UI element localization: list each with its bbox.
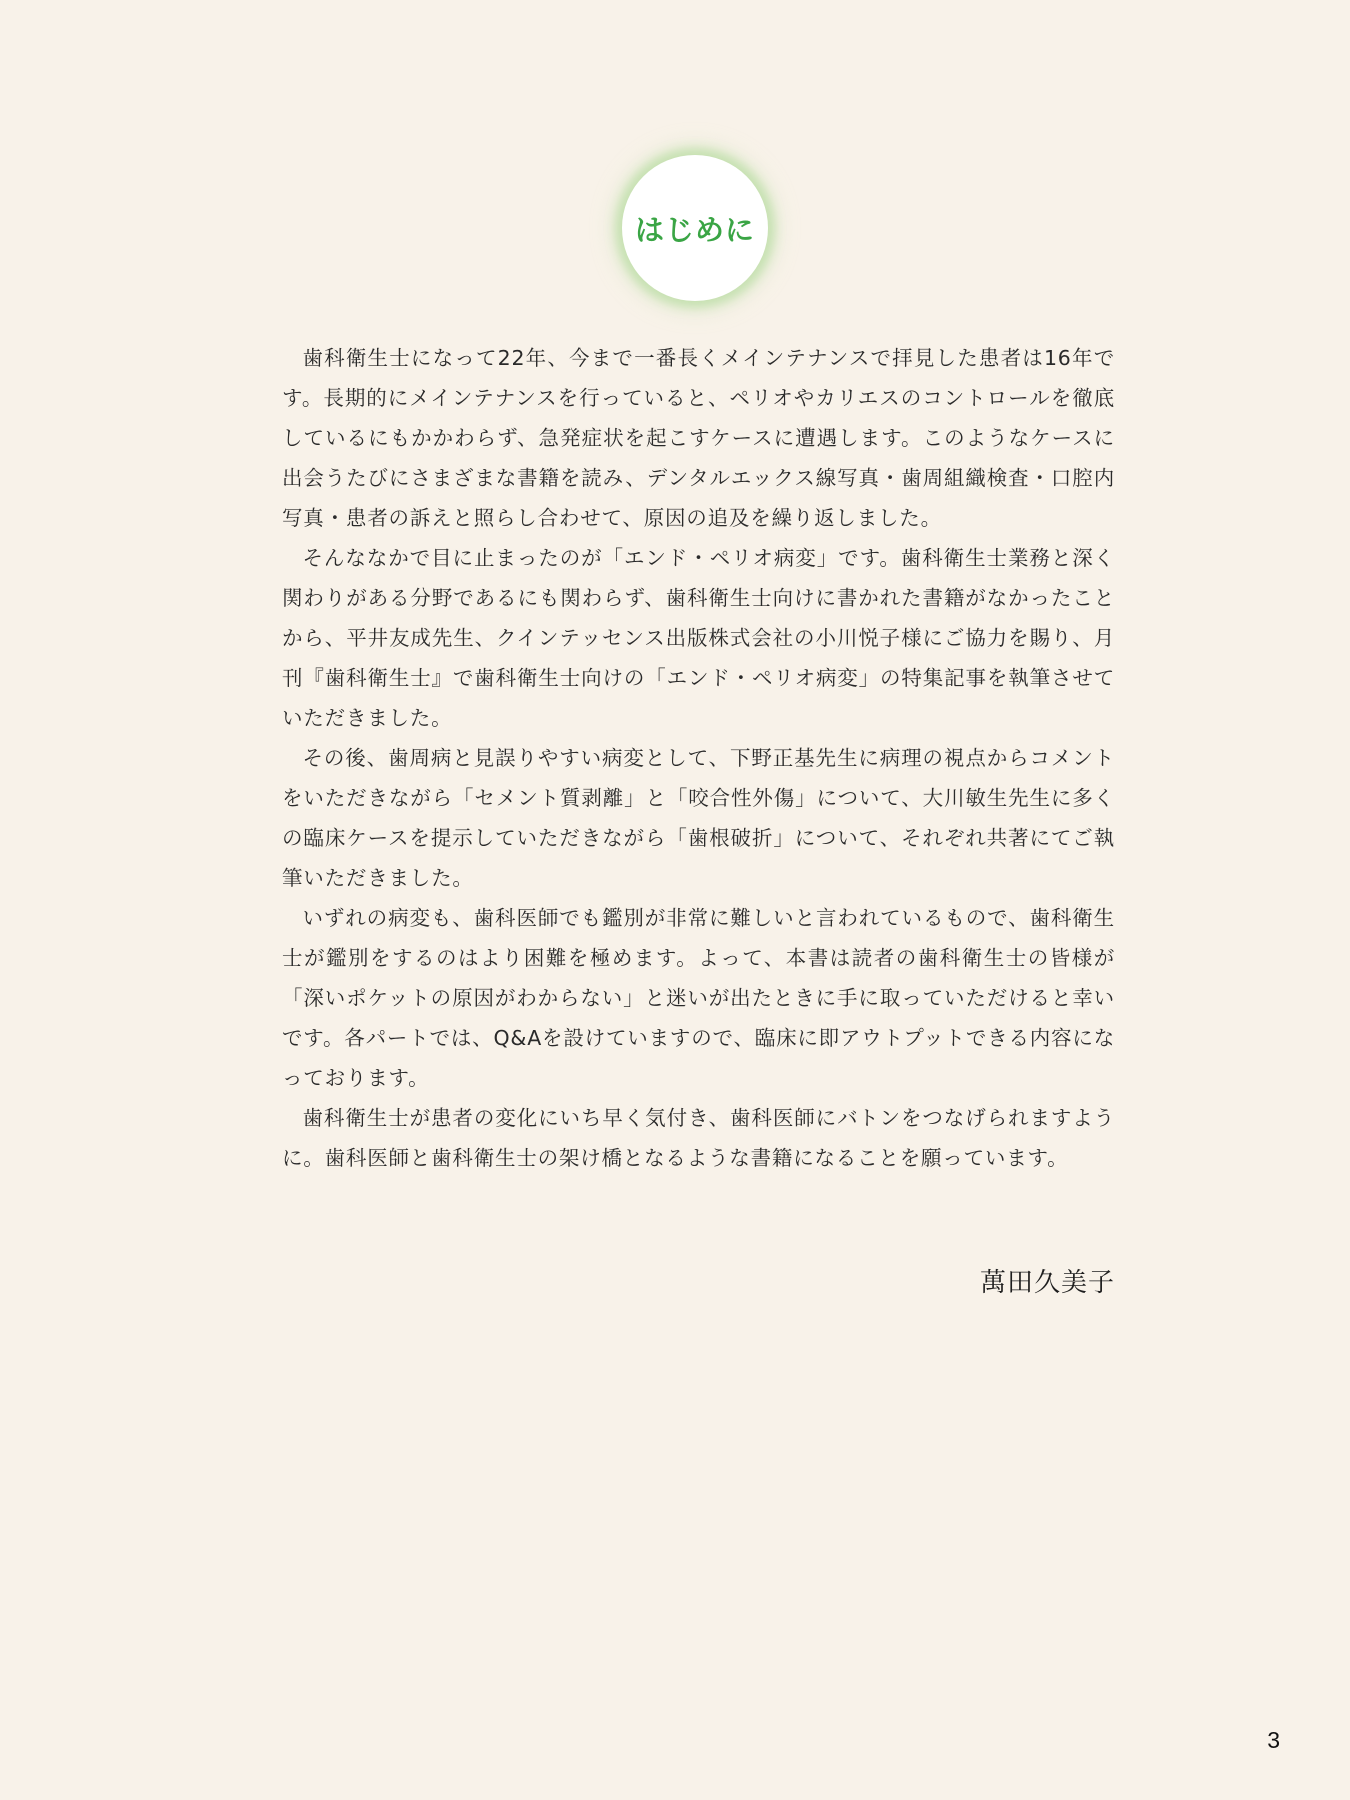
heading-badge <box>622 155 768 301</box>
paragraph: 歯科衛生士になって22年、今まで一番長くメインテナンスで拝見した患者は16年です。長期的にメインテナンスを行っていると、ペリオやカリエスのコントロールを徹底しているにもかかわらず、急発症状を起こすケースに遭遇します。このようなケースに出会うたびにさまざまな書籍を読み、デンタルエックス線写真・歯周組織検査・口腔内写真・患者の訴えと照らし合わせて、原因の追及を繰り返しました。 <box>282 346 1115 530</box>
preface-body <box>282 338 1115 1178</box>
page-title: はじめに <box>634 212 755 247</box>
author-signature: 萬田久美子 <box>979 1268 1115 1298</box>
paragraph: 歯科衛生士が患者の変化にいち早く気付き、歯科医師にバトンをつなげられますように。歯科医師と歯科衛生士の架け橋となるような書籍になることを願っています。 <box>282 1106 1115 1170</box>
paragraph: その後、歯周病と見誤りやすい病変として、下野正基先生に病理の視点からコメントをいただきながら「セメント質剥離」と「咬合性外傷」について、大川敏生先生に多くの臨床ケースを提示していただきながら「歯根破折」について、それぞれ共著にてご執筆いただきました。 <box>282 746 1115 890</box>
paragraph: そんななかで目に止まったのが「エンド・ペリオ病変」です。歯科衛生士業務と深く関わりがある分野であるにも関わらず、歯科衛生士向けに書かれた書籍がなかったことから、平井友成先生、クインテッセンス出版株式会社の小川悦子様にご協力を賜り、月刊『歯科衛生士』で歯科衛生士向けの「エンド・ペリオ病変」の特集記事を執筆させていただきました。 <box>282 546 1115 730</box>
page-number: 3 <box>1267 1727 1280 1753</box>
paragraph: いずれの病変も、歯科医師でも鑑別が非常に難しいと言われているもので、歯科衛生士が鑑別をするのはより困難を極めます。よって、本書は読者の歯科衛生士の皆様が「深いポケットの原因がわからない」と迷いが出たときに手に取っていただけると幸いです。各パートでは、Q&Aを設けていますので、臨床に即アウトプットできる内容になっております。 <box>282 906 1115 1090</box>
